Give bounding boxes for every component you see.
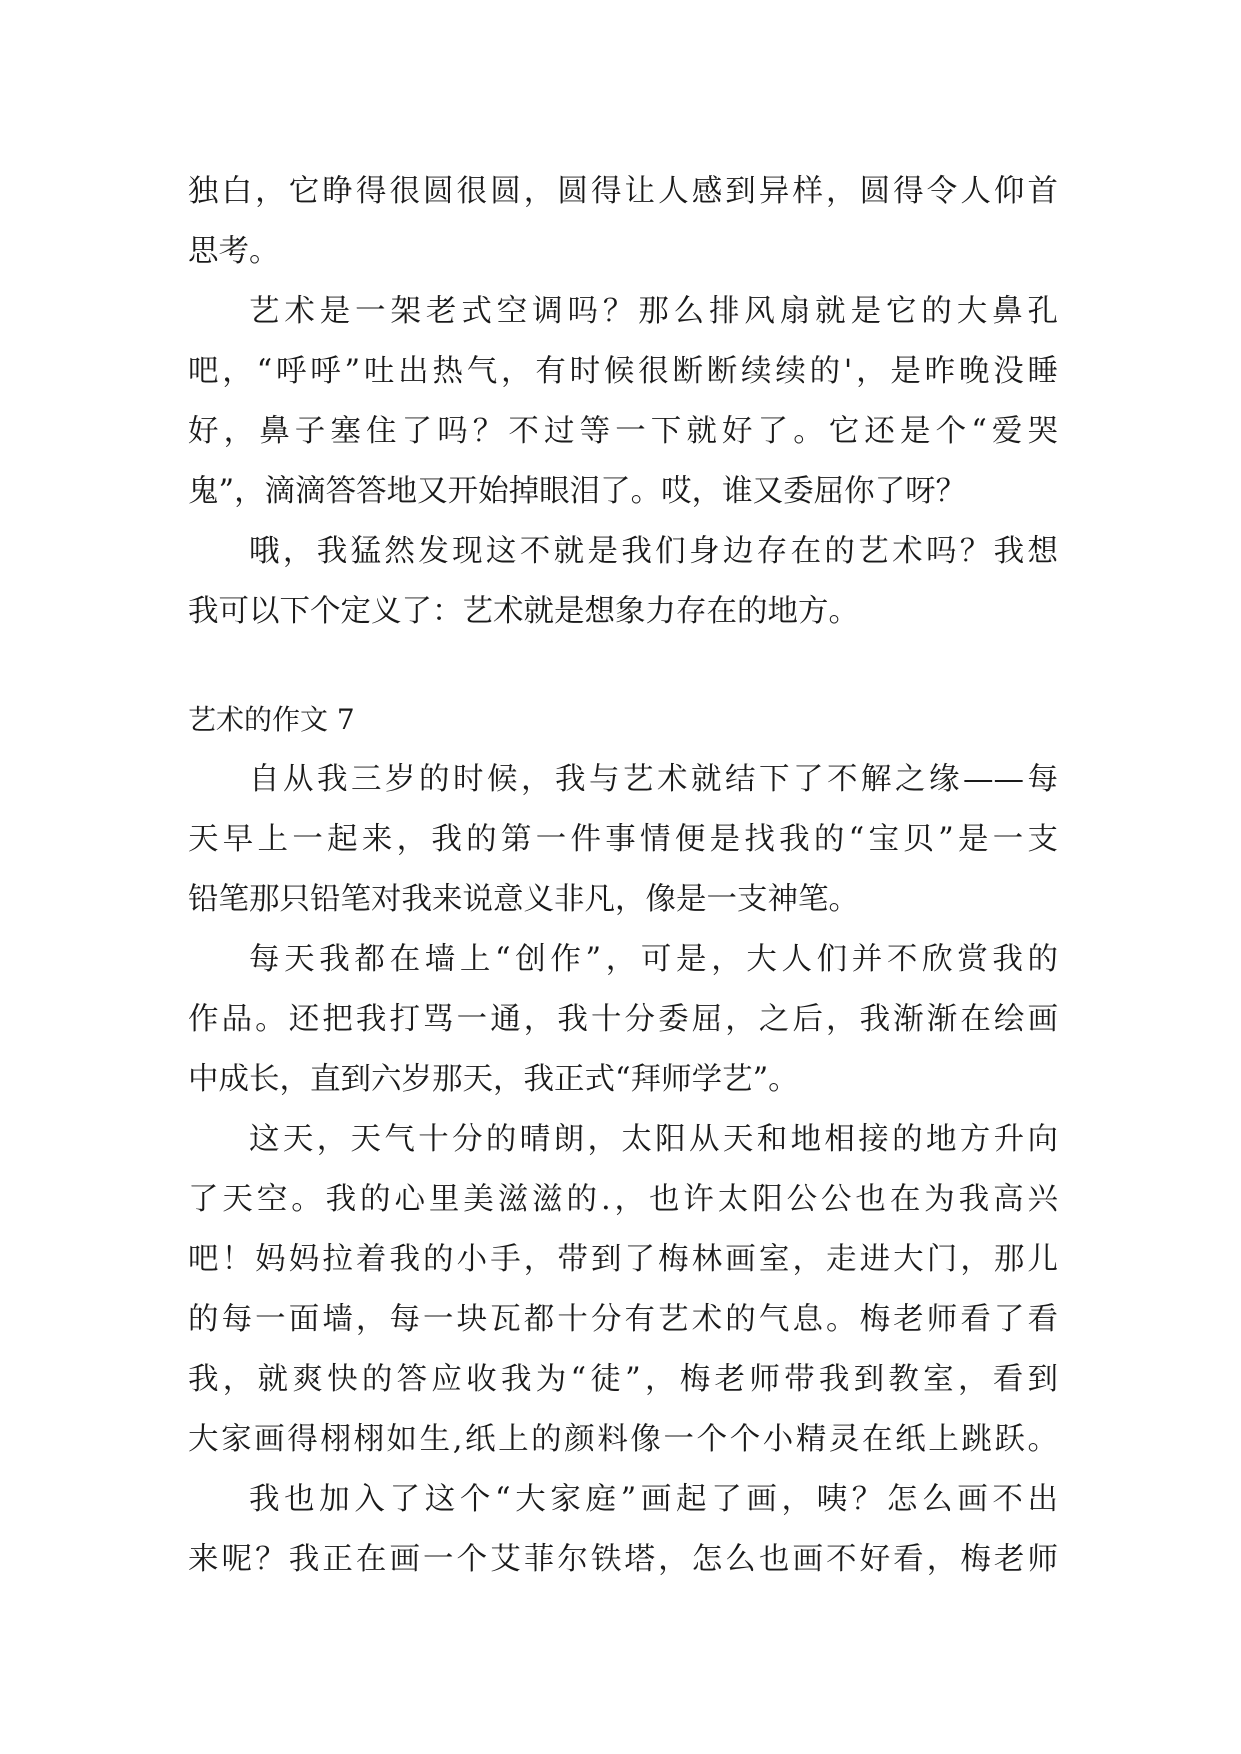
paragraph (188, 1110, 1058, 1470)
text-line: 吧，“呼呼”吐出热气，有时候很断断续续的'，是昨晚没睡 (188, 354, 1058, 389)
paragraph (188, 162, 1058, 282)
text-line: 这天，天气十分的晴朗，太阳从天和地相接的地方升向 (249, 1122, 1058, 1157)
paragraph (188, 522, 1058, 642)
text-line: 独白，它睁得很圆很圆，圆得让人感到异样，圆得令人仰首 (188, 174, 1058, 209)
text-line: 来呢？我正在画一个艾菲尔铁塔，怎么也画不好看，梅老师 (188, 1542, 1058, 1577)
text-line: 我可以下个定义了：艺术就是想象力存在的地方。 (188, 594, 859, 629)
text-line: 中成长，直到六岁那天，我正式“拜师学艺”。 (188, 1062, 799, 1097)
paragraph (188, 930, 1058, 1110)
text-line: 作品。还把我打骂一通，我十分委屈，之后，我渐渐在绘画 (188, 1002, 1058, 1037)
text-line: 铅笔那只铅笔对我来说意义非凡，像是一支神笔。 (188, 882, 859, 917)
text-line: 思考。 (188, 234, 280, 269)
section-title: 艺术的作文 7 (188, 703, 355, 736)
text-line: 的每一面墙，每一块瓦都十分有艺术的气息。梅老师看了看 (188, 1302, 1058, 1337)
text-line: 吧！妈妈拉着我的小手，带到了梅林画室，走进大门，那儿 (188, 1242, 1058, 1277)
text-line: 好，鼻子塞住了吗？不过等一下就好了。它还是个“爱哭 (188, 414, 1058, 449)
text-line: 我，就爽快的答应收我为“徒”，梅老师带我到教室，看到 (188, 1362, 1058, 1397)
text-line: 哦，我猛然发现这不就是我们身边存在的艺术吗？我想 (249, 534, 1058, 569)
text-line: 自从我三岁的时候，我与艺术就结下了不解之缘——每 (249, 762, 1058, 797)
paragraph (188, 750, 1058, 930)
text-line: 天早上一起来，我的第一件事情便是找我的“宝贝”是一支 (188, 822, 1058, 857)
text-line: 每天我都在墙上“创作”，可是，大人们并不欣赏我的 (249, 942, 1058, 977)
paragraph (188, 282, 1058, 522)
section-spacer (188, 642, 1058, 690)
document-body (188, 162, 1058, 1590)
text-line: 鬼”，滴滴答答地又开始掉眼泪了。哎，谁又委屈你了呀？ (188, 474, 967, 509)
text-line: 我也加入了这个“大家庭”画起了画，咦？怎么画不出 (249, 1482, 1058, 1517)
text-line: 艺术是一架老式空调吗？那么排风扇就是它的大鼻孔 (249, 294, 1058, 329)
text-line: 大家画得栩栩如生,纸上的颜料像一个个小精灵在纸上跳跃。 (188, 1422, 1058, 1457)
paragraph (188, 1470, 1058, 1590)
text-line: 了天空。我的心里美滋滋的.，也许太阳公公也在为我高兴 (188, 1182, 1058, 1217)
